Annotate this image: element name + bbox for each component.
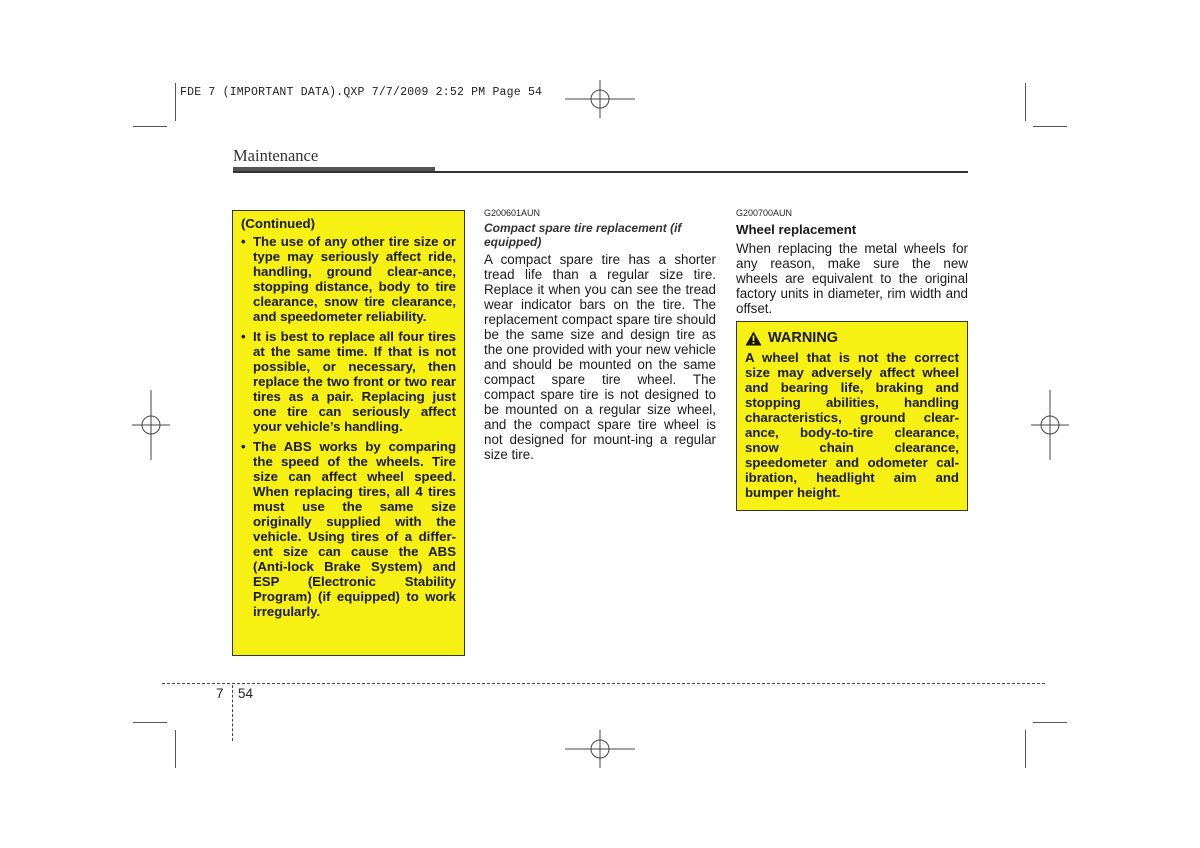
spare-tire-section (484, 208, 716, 462)
section-heading: Compact spare tire replacement (if equipped) (484, 221, 682, 249)
crop-mark (1033, 722, 1067, 723)
warning-triangle-icon (745, 331, 762, 346)
warning-header (745, 330, 959, 346)
list-item: • The ABS works by comparing the speed of the wheels. Tire size can affect wheel speed. When replacing tires, all 4 tires must use the same size originally supplied with the vehicle. Using tires of a differ-ent size can cause the ABS (Anti-lock Brake System) and ESP (Electronic Stability Program) (if equipped) to work irregularly. (241, 439, 456, 619)
caution-list (241, 234, 456, 619)
footer-rule (162, 683, 1045, 684)
registration-mark-icon (132, 390, 170, 460)
section-heading: Wheel replacement (736, 222, 857, 237)
page-number: 54 (238, 686, 254, 701)
crop-mark (133, 722, 167, 723)
print-slug: FDE 7 (IMPORTANT DATA).QXP 7/7/2009 2:52 PM Page 54 (180, 86, 543, 99)
warning-label: WARNING (768, 330, 839, 346)
header-rule (233, 171, 968, 173)
crop-mark (175, 83, 176, 121)
registration-mark-icon (565, 80, 635, 118)
crop-mark (1025, 730, 1026, 768)
list-item: • The use of any other tire size or type may seriously affect ride, handling, ground clear-ance, stopping distance, body to tire clearance, snow tire clearance, and speedometer reliability. (241, 234, 456, 324)
crop-mark (1025, 83, 1026, 121)
crop-mark (133, 126, 167, 127)
continued-caution-box (232, 210, 465, 656)
warning-text: A wheel that is not the correct size may adversely affect wheel and bearing life, braking and stopping abilities, handling characteristics, ground clear-ance, body-to-tire clearance, snow chain clearance, speedometer and odometer cal-ibration, headlight aim and bumper height. (745, 350, 959, 500)
section-title: Maintenance (233, 146, 319, 165)
continued-heading: (Continued) (241, 216, 315, 231)
wheel-replacement-section (736, 208, 968, 316)
section-code: G200700AUN (736, 208, 793, 218)
list-item: • It is best to replace all four tires at the same time. If that is not possible, or necessary, then replace the two front or two rear tires as a pair. Replacing just one tire can seriously affect your vehicle’s handling. (241, 329, 456, 434)
section-body: A compact spare tire has a shorter tread life than a regular size tire. Replace it when you can see the tread wear indicator bars on the tire. The replacement compact spare tire should be the same size and design tire as the one provided with your new vehicle and should be mounted on the same compact spare tire wheel. The compact spare tire is not designed to be mounted on a regular size wheel, and the compact spare tire wheel is not designed for mount-ing a regular size tire. (484, 252, 716, 462)
section-body: When replacing the metal wheels for any reason, make sure the new wheels are equivalent to the original factory units in diameter, rim width and offset. (736, 241, 968, 316)
registration-mark-icon (1031, 390, 1069, 460)
crop-mark (175, 730, 176, 768)
crop-mark (1033, 126, 1067, 127)
warning-box (736, 321, 968, 511)
footer-divider (232, 685, 233, 741)
chapter-number: 7 (216, 686, 224, 701)
registration-mark-icon (565, 730, 635, 768)
section-code: G200601AUN (484, 208, 541, 218)
